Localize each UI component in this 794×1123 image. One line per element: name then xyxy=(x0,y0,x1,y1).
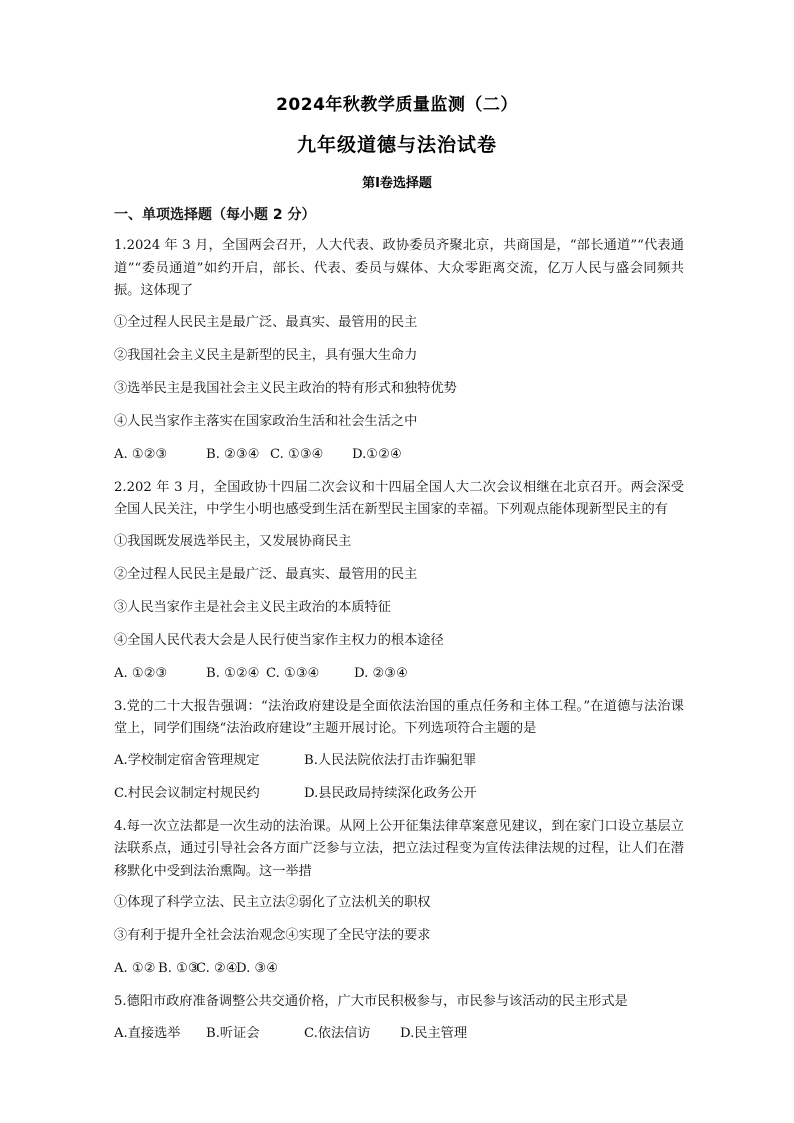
question-3-stem: 3.党的二十大报告强调：“法治政府建设是全面依法治国的重点任务和主体工程。”在道德与法治课堂上，同学们围绕“法治政府建设”主题开展讨论。下列选项符合主题的是 xyxy=(114,698,684,736)
question-3-choice-c: C.村民会议制定村规民约 xyxy=(114,785,260,801)
question-4-stem: 4.每一次立法都是一次生动的法治课。从网上公开征集法律草案意见建议，到在家门口设立基层立法联系点，通过引导社会各方面广泛参与立法，把立法过程变为宣传法律法规的过程，让人们在潜移默化中受到法治熏陶。这一举措 xyxy=(114,818,684,879)
question-5-choice-d: D.民主管理 xyxy=(400,1025,468,1041)
question-list xyxy=(114,235,684,1056)
question-4-statements-1-2: ①体现了科学立法、民主立法②弱化了立法机关的职权 xyxy=(114,895,431,910)
question-4-choice-b: B. ①③ xyxy=(158,961,200,976)
question-4-choices xyxy=(114,958,684,981)
question-5-choice-a: A.直接选举 xyxy=(114,1025,181,1041)
question-4-choice-c: C. ②④ xyxy=(196,961,238,976)
question-3-choices-row-2 xyxy=(114,783,684,806)
question-1-choice-c: C. ①③④ xyxy=(270,446,324,462)
exam-subtitle: 九年级道德与法治试卷 xyxy=(296,134,497,156)
question-1-choice-d: D.①②④ xyxy=(352,446,402,462)
question-2-statement-3: ③人民当家作主是社会主义民主政治的本质特征 xyxy=(114,599,391,615)
question-1-choice-a: A. ①②③ xyxy=(114,446,168,462)
question-4-choice-a: A. ①② xyxy=(114,961,156,976)
question-5-stem: 5.德阳市政府准备调整公共交通价格，广大市民积极参与，市民参与该活动的民主形式是 xyxy=(114,994,628,1009)
question-3-choices-row-1 xyxy=(114,750,684,773)
question-2-choice-b: B. ①②④ xyxy=(206,665,260,681)
question-5-choices xyxy=(114,1023,684,1046)
question-2-choice-d: D. ②③④ xyxy=(354,665,408,681)
question-4-choice-d: D. ③④ xyxy=(236,961,279,976)
section-heading: 一、单项选择题（每小题 2 分） xyxy=(114,207,316,223)
question-2-stem: 2.202 年 3 月，全国政协十四届二次会议和十四届全国人大二次会议相继在北京召开。两会深受全国人民关注，中学生小明也感受到生活在新型民主国家的幸福。下列观点能体现新型民主的有 xyxy=(114,479,684,517)
question-2-statement-1: ①我国既发展选举民主，又发展协商民主 xyxy=(114,533,352,549)
question-5-choice-c: C.依法信访 xyxy=(304,1025,371,1041)
question-5-choice-b: B.听证会 xyxy=(206,1025,260,1041)
question-2-choice-a: A. ①②③ xyxy=(114,665,168,681)
exam-title: 2024年秋教学质量监测（二） xyxy=(276,95,518,115)
question-1-statement-1: ①全过程人民民主是最广泛、最真实、最管用的民主 xyxy=(114,314,418,330)
question-1-statement-3: ③选举民主是我国社会主义民主政治的特有形式和独特优势 xyxy=(114,380,457,396)
question-3-choice-a: A.学校制定宿舍管理规定 xyxy=(114,752,260,768)
question-3-choice-b: B.人民法院依法打击诈骗犯罪 xyxy=(304,752,477,768)
question-2-statement-4: ④全国人民代表大会是人民行使当家作主权力的根本途径 xyxy=(114,632,444,648)
question-1-choices xyxy=(114,444,684,467)
question-1-choice-b: B. ②③④ xyxy=(206,446,260,462)
question-4-statements-3-4: ③有利于提升全社会法治观念④实现了全民守法的要求 xyxy=(114,928,431,943)
question-3-choice-d: D.县民政局持续深化政务公开 xyxy=(304,785,477,801)
part-heading: 第Ⅰ卷选择题 xyxy=(362,176,432,191)
question-2-choice-c: C. ①③④ xyxy=(266,665,320,681)
question-2-statement-2: ②全过程人民民主是最广泛、最真实、最管用的民主 xyxy=(114,566,418,582)
question-1-statement-2: ②我国社会主义民主是新型的民主，具有强大生命力 xyxy=(114,347,418,363)
question-1-statement-4: ④人民当家作主落实在国家政治生活和社会生活之中 xyxy=(114,413,418,429)
question-1-stem: 1.2024 年 3 月，全国两会召开，人大代表、政协委员齐聚北京，共商国是，“部长通道”“代表通道”“委员通道”如约开启，部长、代表、委员与媒体、大众零距离交流，亿万人民与盛会同频共振。这体现了 xyxy=(114,238,684,298)
question-2-choices xyxy=(114,663,684,686)
